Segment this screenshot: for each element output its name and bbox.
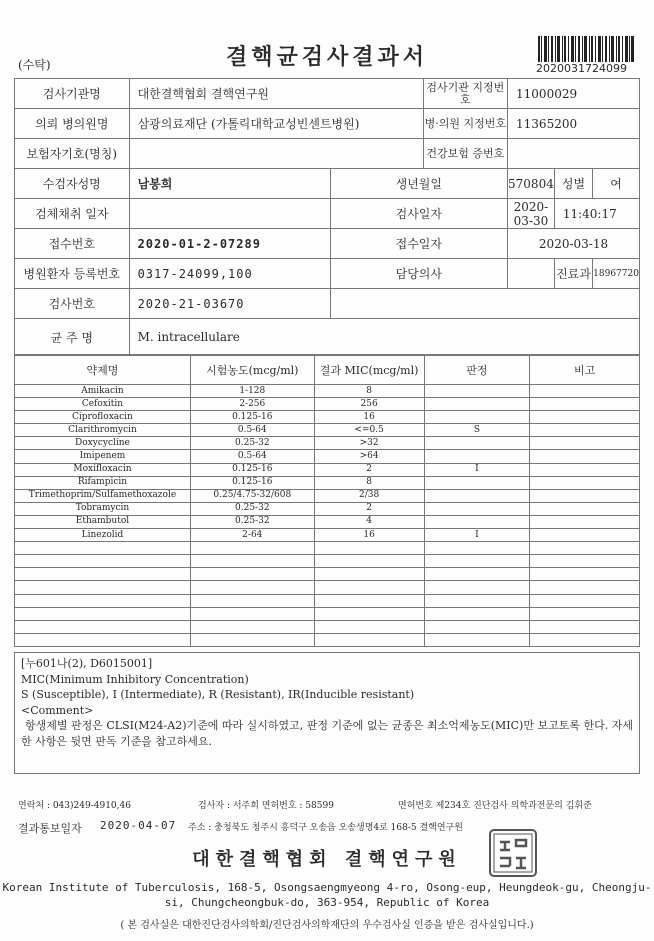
drug-cell-range <box>190 633 314 646</box>
clinic-value: 삼광의료재단 (가톨릭대학교성빈센트병원) <box>129 109 423 139</box>
test-no-label: 검사번호 <box>15 289 130 319</box>
drug-cell-interp <box>424 515 530 528</box>
lab-id-value: 11000029 <box>508 79 640 109</box>
clinic-id-value: 11365200 <box>508 109 640 139</box>
drug-cell-interp <box>424 568 530 581</box>
drug-cell-range: 0.125-16 <box>190 411 314 424</box>
drug-cell-note <box>530 424 640 437</box>
drug-cell-note <box>530 450 640 463</box>
drug-cell-drug: Rifampicin <box>15 476 191 489</box>
report-date-value: 2020-04-07 <box>100 819 177 832</box>
license-info: 면허번호 제234호 진단검사 의학과전문의 김휘준 <box>398 801 592 811</box>
barcode-number: 2020031724099 <box>536 62 627 75</box>
drug-cell-interp <box>424 620 530 633</box>
drug-cell-mic: 8 <box>314 385 424 398</box>
drug-cell-note <box>530 594 640 607</box>
drug-cell-note <box>530 581 640 594</box>
drug-cell-range: 2-64 <box>190 529 314 542</box>
sex-value: 여 <box>593 169 640 199</box>
drug-row <box>15 385 640 398</box>
patient-name-label: 수검자성명 <box>15 169 130 199</box>
drug-cell-drug: Moxifloxacin <box>15 463 191 476</box>
drug-cell-interp <box>424 633 530 646</box>
organism-label: 균 주 명 <box>15 319 130 356</box>
drug-cell-range: 1-128 <box>190 385 314 398</box>
drug-cell-mic: 2 <box>314 463 424 476</box>
drug-cell-drug <box>15 568 191 581</box>
drug-cell-interp <box>424 476 530 489</box>
drug-cell-mic <box>314 620 424 633</box>
drug-cell-drug: Amikacin <box>15 385 191 398</box>
drug-row <box>15 502 640 515</box>
drug-cell-mic <box>314 607 424 620</box>
comment-box <box>14 652 640 774</box>
drug-cell-mic: 8 <box>314 476 424 489</box>
clinic-label: 의뢰 병의원명 <box>15 109 130 139</box>
drug-cell-range: 0.25-32 <box>190 502 314 515</box>
test-time-value: 11:40:17 <box>554 199 639 229</box>
col-header-drug: 약제명 <box>15 355 191 385</box>
drug-cell-drug <box>15 607 191 620</box>
organization-address-english: Korean Institute of Tuberculosis, 168-5, Osongsaengmyeong 4-ro, Osong-eup, Heungdeok-gu, Cheongju-si, Chungcheongbuk-do, 363-954, Republic of Korea <box>2 881 652 909</box>
lab-value: 대한결핵협회 결핵연구원 <box>129 79 423 109</box>
drug-cell-interp: I <box>424 529 530 542</box>
drug-cell-note <box>530 502 640 515</box>
sex-label: 성별 <box>554 169 592 199</box>
drug-cell-range <box>190 568 314 581</box>
lab-id-label: 검사기관 지정번호 <box>423 79 507 109</box>
drug-cell-note <box>530 385 640 398</box>
test-date-value: 2020-03-30 <box>508 199 555 229</box>
reg-no-value: 0317-24099,100 <box>129 259 330 289</box>
lab-label: 검사기관명 <box>15 79 130 109</box>
drug-row <box>15 633 640 646</box>
drug-cell-note <box>530 542 640 555</box>
drug-cell-range: 0.125-16 <box>190 476 314 489</box>
drug-cell-interp: I <box>424 463 530 476</box>
drug-cell-note <box>530 568 640 581</box>
dept-value: 18967720 <box>593 259 640 289</box>
drug-cell-drug: Clarithromycin <box>15 424 191 437</box>
drug-cell-interp <box>424 502 530 515</box>
receipt-date-value: 2020-03-18 <box>508 229 640 259</box>
drug-cell-drug: Trimethoprim/Sulfamethoxazole <box>15 489 191 502</box>
drug-cell-drug <box>15 594 191 607</box>
drug-cell-range <box>190 607 314 620</box>
drug-cell-range <box>190 594 314 607</box>
address-info: 주소 : 충청북도 청주시 흥덕구 오송읍 오송생명4로 168-5 결핵연구원 <box>188 823 463 833</box>
drug-cell-interp <box>424 594 530 607</box>
drug-cell-note <box>530 411 640 424</box>
drug-cell-note <box>530 607 640 620</box>
drug-row <box>15 515 640 528</box>
birth-label: 생년월일 <box>330 169 507 199</box>
drug-cell-range: 0.25-32 <box>190 515 314 528</box>
comment-text: 항생제별 판정은 CLSI(M24-A2)기준에 따라 실시하였고, 판정 기준에 없는 균종은 최소억제농도(MIC)만 보고토록 한다. 자세한 사항은 뒷면 판독 기준을 참고하세요. <box>21 719 633 748</box>
comment-label: <Comment> <box>21 703 94 717</box>
patient-name-value: 남봉희 <box>129 169 330 199</box>
drug-cell-note <box>530 476 640 489</box>
drug-row <box>15 581 640 594</box>
drug-row <box>15 568 640 581</box>
col-header-range: 시험농도(mcg/ml) <box>190 355 314 385</box>
drug-row <box>15 476 640 489</box>
collect-date-label: 검체채취 일자 <box>15 199 130 229</box>
comment-code: [누601나(2), D6015001] <box>21 657 153 670</box>
drug-row <box>15 398 640 411</box>
organization-name-korean: 대한결핵협회 결핵연구원 <box>192 849 462 870</box>
doctor-label: 담당의사 <box>330 259 507 289</box>
drug-cell-range <box>190 581 314 594</box>
drug-cell-interp <box>424 385 530 398</box>
drug-cell-interp <box>424 450 530 463</box>
drug-cell-mic: 256 <box>314 398 424 411</box>
top-label: (수탁) <box>18 58 51 72</box>
col-header-mic: 결과 MIC(mcg/ml) <box>314 355 424 385</box>
drug-row <box>15 437 640 450</box>
drug-cell-drug <box>15 542 191 555</box>
drug-cell-range: 2-256 <box>190 398 314 411</box>
drug-cell-interp <box>424 411 530 424</box>
drug-cell-range <box>190 542 314 555</box>
drug-cell-drug: Cefoxitin <box>15 398 191 411</box>
drug-cell-mic: 2/38 <box>314 489 424 502</box>
drug-cell-note <box>530 489 640 502</box>
birth-value: 570804 <box>508 169 555 199</box>
drug-cell-note <box>530 555 640 568</box>
drug-row <box>15 424 640 437</box>
drug-cell-drug: Imipenem <box>15 450 191 463</box>
drug-cell-interp <box>424 437 530 450</box>
drug-cell-drug: Ethambutol <box>15 515 191 528</box>
drug-cell-interp <box>424 607 530 620</box>
collect-date-value <box>129 199 330 229</box>
result-legend: S (Susceptible), I (Intermediate), R (Resistant), IR(Inducible resistant) <box>21 688 415 701</box>
drug-cell-interp <box>424 398 530 411</box>
health-id-label: 건강보험 증번호 <box>423 139 507 169</box>
mic-definition: MIC(Minimum Inhibitory Concentration) <box>21 672 249 686</box>
drug-cell-note <box>530 463 640 476</box>
drug-row <box>15 529 640 542</box>
test-no-value: 2020-21-03670 <box>129 289 330 319</box>
drug-cell-note <box>530 633 640 646</box>
drug-cell-mic: 16 <box>314 411 424 424</box>
drug-row <box>15 594 640 607</box>
drug-row <box>15 411 640 424</box>
organism-value: M. intracellulare <box>129 319 639 356</box>
test-no-blank <box>330 289 639 319</box>
drug-cell-mic <box>314 555 424 568</box>
patient-info-table <box>14 78 640 356</box>
drug-cell-note <box>530 515 640 528</box>
drug-cell-drug <box>15 620 191 633</box>
dept-label: 진료과 <box>554 259 592 289</box>
drug-cell-drug: Doxycycline <box>15 437 191 450</box>
drug-cell-range: 0.25/4.75-32/608 <box>190 489 314 502</box>
drug-cell-note <box>530 437 640 450</box>
drug-cell-mic: >32 <box>314 437 424 450</box>
drug-row <box>15 542 640 555</box>
health-id-value <box>508 139 640 169</box>
examiner-info: 검사자 : 서주희 면허번호 : 58599 <box>198 801 334 811</box>
drug-cell-mic <box>314 568 424 581</box>
drug-cell-mic: 16 <box>314 529 424 542</box>
drug-cell-note <box>530 620 640 633</box>
drug-cell-mic <box>314 633 424 646</box>
receipt-date-label: 접수일자 <box>330 229 507 259</box>
drug-row <box>15 607 640 620</box>
drug-cell-drug <box>15 555 191 568</box>
receipt-no-label: 접수번호 <box>15 229 130 259</box>
drug-cell-interp <box>424 581 530 594</box>
contact-info: 연락처 : 043)249-4910,46 <box>18 801 131 811</box>
drug-cell-mic: >64 <box>314 450 424 463</box>
drug-row <box>15 489 640 502</box>
drug-cell-range: 0.5-64 <box>190 450 314 463</box>
drug-cell-range: 0.125-16 <box>190 463 314 476</box>
col-header-note: 비고 <box>530 355 640 385</box>
drug-cell-note <box>530 529 640 542</box>
clinic-id-label: 병·의원 지정번호 <box>423 109 507 139</box>
insurer-value <box>129 139 423 169</box>
report-date-label: 결과통보일자 <box>18 822 82 835</box>
drug-cell-interp <box>424 542 530 555</box>
drug-cell-mic: 2 <box>314 502 424 515</box>
reg-no-label: 병원환자 등록번호 <box>15 259 130 289</box>
drug-cell-drug <box>15 633 191 646</box>
drug-cell-range: 0.25-32 <box>190 437 314 450</box>
drug-cell-mic <box>314 542 424 555</box>
drug-cell-interp <box>424 555 530 568</box>
test-date-label: 검사일자 <box>330 199 507 229</box>
drug-cell-interp <box>424 489 530 502</box>
drug-cell-drug <box>15 581 191 594</box>
drug-cell-interp: S <box>424 424 530 437</box>
drug-cell-range <box>190 555 314 568</box>
document-title: 결핵균검사결과서 <box>225 45 429 70</box>
drug-row <box>15 620 640 633</box>
drug-row <box>15 555 640 568</box>
doctor-value <box>508 259 555 289</box>
drug-cell-mic: <=0.5 <box>314 424 424 437</box>
drug-cell-note <box>530 398 640 411</box>
drug-cell-range <box>190 620 314 633</box>
barcode-icon <box>538 36 634 62</box>
certification-note: ( 본 검사실은 대한진단검사의학회/진단검사의학재단의 우수검사실 인증을 받은 검사실입니다.) <box>120 920 534 931</box>
drug-cell-drug: Linezolid <box>15 529 191 542</box>
receipt-no-value: 2020-01-2-07289 <box>129 229 330 259</box>
drug-cell-drug: Tobramycin <box>15 502 191 515</box>
drug-cell-mic <box>314 594 424 607</box>
drug-cell-range: 0.5-64 <box>190 424 314 437</box>
official-seal-icon <box>488 828 538 878</box>
drug-row <box>15 450 640 463</box>
drug-cell-mic <box>314 581 424 594</box>
drug-cell-drug: Ciprofloxacin <box>15 411 191 424</box>
drug-cell-mic: 4 <box>314 515 424 528</box>
col-header-interp: 판정 <box>424 355 530 385</box>
drug-row <box>15 463 640 476</box>
drug-susceptibility-table <box>14 354 640 647</box>
insurer-label: 보험자기호(명칭) <box>15 139 130 169</box>
